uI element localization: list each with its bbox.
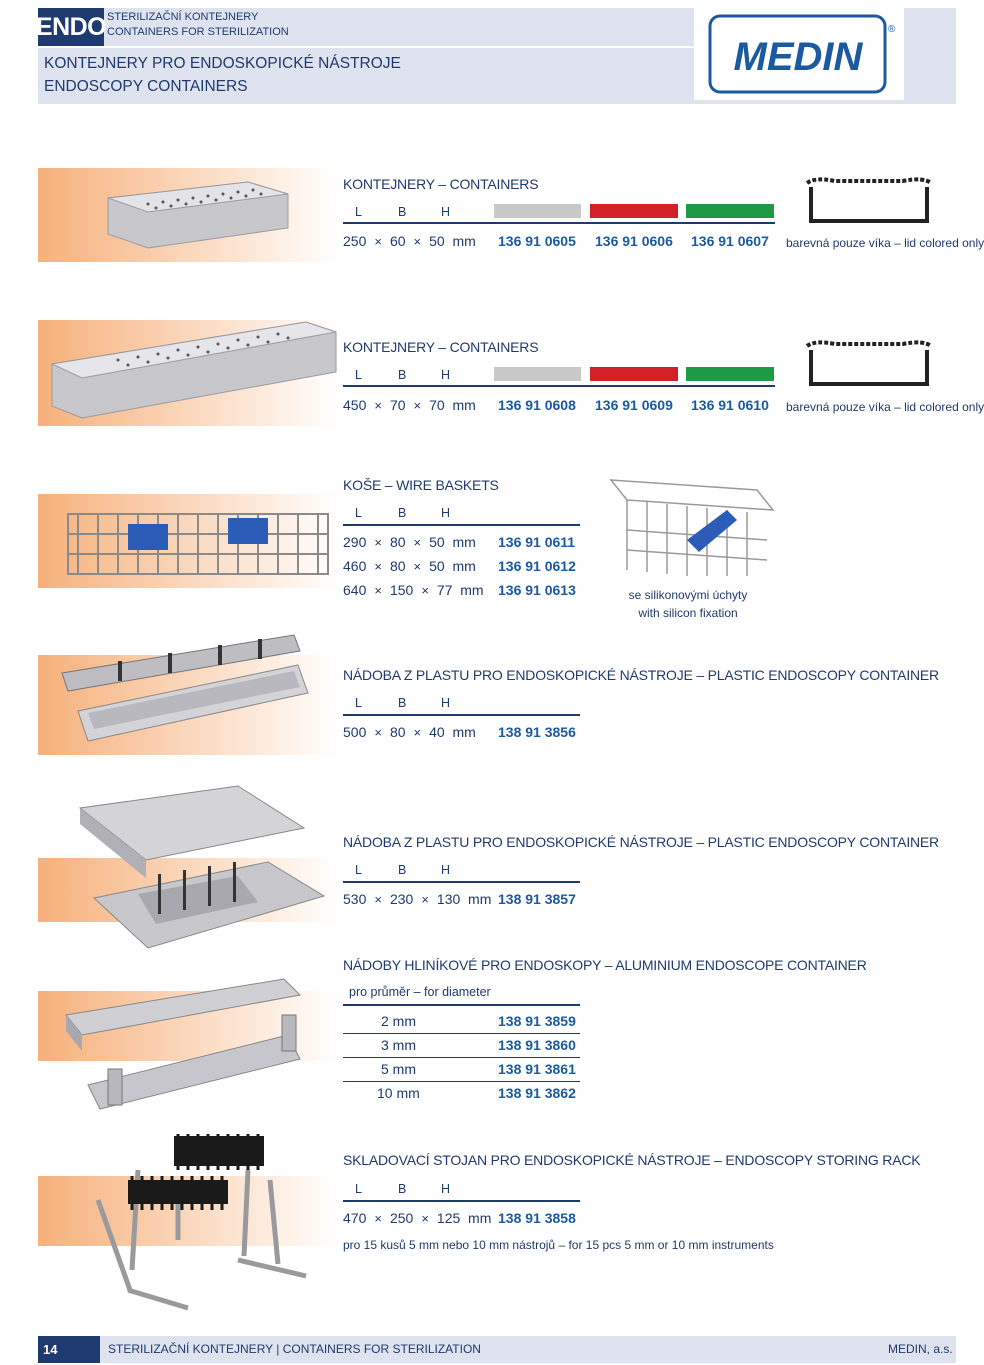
times-sign: × (374, 559, 382, 574)
rack-dims (343, 1210, 491, 1226)
aluminium-size: 2 mm (381, 1013, 416, 1029)
times-sign: × (413, 398, 422, 413)
lbh-h: H (441, 506, 451, 520)
aluminium-container-image (38, 975, 338, 1115)
medin-logo-graphic (700, 8, 900, 100)
code-green: 136 91 0607 (691, 233, 769, 249)
rack-title: SKLADOVACÍ STOJAN PRO ENDOSKOPICKÉ NÁSTROJE – ENDOSCOPY STORING RACK (343, 1152, 921, 1168)
dim-unit: mm (452, 558, 476, 574)
dim-unit: mm (468, 1210, 492, 1226)
header-category (107, 10, 289, 40)
times-sign: × (413, 559, 422, 574)
lid-profile-icon (805, 175, 933, 227)
aluminium-code: 138 91 3859 (498, 1013, 576, 1029)
containers1-title: KONTEJNERY – CONTAINERS (343, 176, 539, 192)
containers2-dims (343, 397, 476, 413)
aluminium-rule (343, 1004, 580, 1006)
header-side-panel (904, 8, 956, 100)
baskets-title: KOŠE – WIRE BASKETS (343, 477, 499, 493)
times-sign: × (421, 583, 429, 598)
dim-unit: mm (460, 582, 484, 598)
dim-h: 125 (436, 1210, 461, 1226)
lbh-l: L (355, 506, 362, 520)
plastic2-lbh (355, 863, 450, 877)
page-number: 14 (38, 1336, 100, 1363)
times-sign: × (413, 234, 422, 249)
times-sign: × (421, 892, 429, 907)
code-grey: 136 91 0608 (498, 397, 576, 413)
logo-text: MEDIN (733, 35, 863, 79)
header-category-cz: STERILIZAČNÍ KONTEJNERY (107, 11, 259, 23)
plastic1-title: NÁDOBA Z PLASTU PRO ENDOSKOPICKÉ NÁSTROJE – PLASTIC ENDOSCOPY CONTAINER (343, 667, 939, 683)
lbh-b: B (398, 368, 407, 382)
green-lid-swatch (686, 204, 774, 218)
dim-l: 500 (343, 724, 367, 740)
plastic-container-large-image (38, 778, 338, 958)
dim-h: 50 (429, 534, 445, 550)
lbh-h: H (441, 205, 451, 219)
lbh-b: B (398, 506, 407, 520)
times-sign: × (413, 725, 422, 740)
containers2-rule (343, 385, 775, 387)
baskets-rule (343, 524, 580, 526)
header-category-en: CONTAINERS FOR STERILIZATION (107, 26, 289, 38)
dim-h: 50 (429, 558, 445, 574)
baskets-note-en: with silicon fixation (638, 606, 738, 620)
dim-b: 150 (389, 582, 414, 598)
code-grey: 136 91 0605 (498, 233, 576, 249)
lid-profile-icon (805, 338, 933, 390)
aluminium-code: 138 91 3862 (498, 1085, 576, 1101)
lbh-b: B (398, 863, 407, 877)
plastic1-rule (343, 714, 580, 716)
red-lid-swatch (590, 367, 678, 381)
dim-b: 230 (389, 891, 414, 907)
times-sign: × (374, 234, 382, 249)
plastic2-dims (343, 891, 491, 907)
lbh-b: B (398, 205, 407, 219)
footer-company: MEDIN, a.s. (888, 1342, 953, 1356)
endo-badge: ENDO (38, 8, 104, 46)
code-red: 136 91 0606 (595, 233, 673, 249)
silicone-fixation-image (607, 470, 777, 580)
basket-code: 136 91 0613 (498, 582, 576, 598)
code-red: 136 91 0609 (595, 397, 673, 413)
dim-l: 250 (343, 233, 367, 249)
dim-l: 290 (343, 534, 367, 550)
rack-note: pro 15 kusů 5 mm nebo 10 mm nástrojů – for 15 pcs 5 mm or 10 mm instruments (343, 1238, 774, 1252)
rack-lbh (355, 1182, 450, 1196)
baskets-note-cz: se silikonovými úchyty (628, 588, 748, 602)
dim-l: 460 (343, 558, 367, 574)
dim-b: 250 (389, 1210, 414, 1226)
aluminium-size: 3 mm (381, 1037, 416, 1053)
logo-registered: ® (888, 24, 896, 35)
dim-unit: mm (452, 534, 476, 550)
lbh-h: H (441, 368, 451, 382)
header-divider (38, 46, 694, 48)
basket-row-dims (343, 534, 476, 550)
times-sign: × (421, 1211, 429, 1226)
green-lid-swatch (686, 367, 774, 381)
lbh-l: L (355, 205, 362, 219)
aluminium-title: NÁDOBY HLINÍKOVÉ PRO ENDOSKOPY – ALUMINIUM ENDOSCOPE CONTAINER (343, 957, 867, 973)
aluminium-code: 138 91 3860 (498, 1037, 576, 1053)
medin-logo (700, 8, 900, 100)
baskets-lbh (355, 506, 450, 520)
times-sign: × (374, 535, 382, 550)
header-bottom-rule (38, 100, 956, 104)
lbh-h: H (441, 863, 451, 877)
lbh-h: H (441, 696, 451, 710)
dim-b: 60 (389, 233, 406, 249)
dim-unit: mm (452, 724, 476, 740)
containers1-dims (343, 233, 476, 249)
basket-row-dims (343, 558, 476, 574)
row-divider (343, 1081, 580, 1082)
times-sign: × (374, 1211, 382, 1226)
plastic2-title: NÁDOBA Z PLASTU PRO ENDOSKOPICKÉ NÁSTROJE – PLASTIC ENDOSCOPY CONTAINER (343, 834, 939, 850)
dim-l: 450 (343, 397, 367, 413)
plastic-container-small-image (38, 625, 338, 755)
dim-l: 530 (343, 891, 367, 907)
aluminium-size: 5 mm (381, 1061, 416, 1077)
aluminium-subtitle: pro průměr – for diameter (349, 985, 491, 999)
times-sign: × (374, 583, 382, 598)
dim-unit: mm (452, 233, 476, 249)
rack-rule (343, 1200, 580, 1202)
plastic1-lbh (355, 696, 450, 710)
dim-h: 50 (429, 233, 445, 249)
dim-h: 77 (436, 582, 453, 598)
container-large-image (38, 320, 338, 426)
plastic1-code: 138 91 3856 (498, 724, 576, 740)
times-sign: × (374, 398, 382, 413)
page-title-cz: KONTEJNERY PRO ENDOSKOPICKÉ NÁSTROJE (44, 55, 401, 72)
lbh-b: B (398, 1182, 407, 1196)
containers1-lbh (355, 205, 450, 219)
basket-code: 136 91 0612 (498, 558, 576, 574)
containers2-note: barevná pouze víka – lid colored only (786, 400, 984, 414)
containers2-title: KONTEJNERY – CONTAINERS (343, 339, 539, 355)
footer-text: STERILIZAČNÍ KONTEJNERY | CONTAINERS FOR STERILIZATION (108, 1342, 481, 1356)
aluminium-size: 10 mm (377, 1085, 420, 1101)
container-small-image (38, 168, 338, 262)
containers2-lbh (355, 368, 450, 382)
plastic2-code: 138 91 3857 (498, 891, 576, 907)
times-sign: × (413, 535, 422, 550)
grey-lid-swatch (494, 367, 581, 381)
dim-h: 70 (429, 397, 445, 413)
dim-h: 130 (436, 891, 461, 907)
dim-unit: mm (452, 397, 476, 413)
dim-h: 40 (429, 724, 445, 740)
red-lid-swatch (590, 204, 678, 218)
row-divider (343, 1057, 580, 1058)
basket-code: 136 91 0611 (498, 534, 576, 550)
dim-b: 80 (389, 558, 406, 574)
storing-rack-image (38, 1130, 338, 1310)
page-title (44, 52, 401, 98)
page-title-en: ENDOSCOPY CONTAINERS (44, 78, 248, 95)
lbh-l: L (355, 368, 362, 382)
basket-row-dims (343, 582, 484, 598)
plastic2-rule (343, 881, 580, 883)
lbh-b: B (398, 696, 407, 710)
lbh-l: L (355, 1182, 362, 1196)
dim-b: 70 (389, 397, 406, 413)
wire-basket-image (38, 494, 338, 588)
dim-l: 470 (343, 1210, 367, 1226)
lbh-l: L (355, 696, 362, 710)
row-divider (343, 1033, 580, 1034)
plastic1-dims (343, 724, 476, 740)
lbh-h: H (441, 1182, 451, 1196)
dim-b: 80 (389, 724, 406, 740)
code-green: 136 91 0610 (691, 397, 769, 413)
grey-lid-swatch (494, 204, 581, 218)
lbh-l: L (355, 863, 362, 877)
aluminium-code: 138 91 3861 (498, 1061, 576, 1077)
times-sign: × (374, 725, 382, 740)
containers1-rule (343, 222, 775, 224)
rack-code: 138 91 3858 (498, 1210, 576, 1226)
times-sign: × (374, 892, 382, 907)
dim-unit: mm (468, 891, 492, 907)
dim-l: 640 (343, 582, 367, 598)
containers1-note: barevná pouze víka – lid colored only (786, 236, 984, 250)
dim-b: 80 (389, 534, 406, 550)
baskets-note (620, 586, 756, 622)
